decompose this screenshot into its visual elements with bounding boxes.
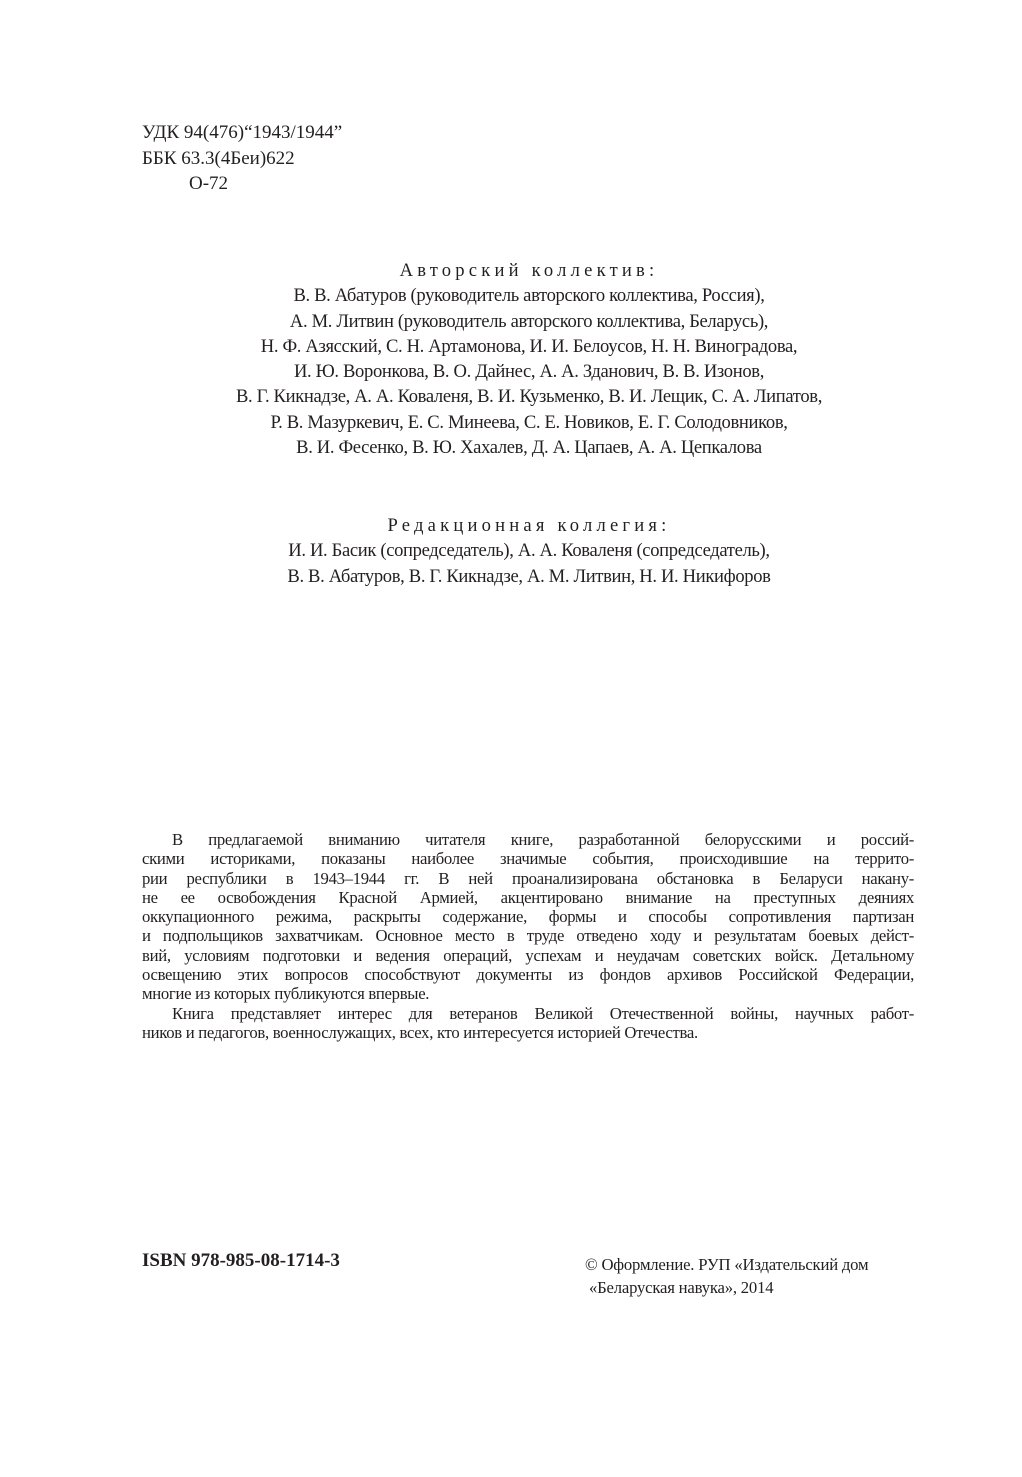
abstract-line: рии республики в 1943–1944 гг. В ней проанализирована обстановка в Беларуси накану-	[142, 868, 914, 888]
copyright-line: © Оформление. РУП «Издательский дом	[585, 1255, 869, 1274]
copyright	[585, 1253, 868, 1299]
editorial-line: И. И. Басик (сопредседатель), А. А. Коваленя (сопредседатель),	[288, 540, 770, 562]
authors-heading: Авторский коллектив:	[399, 260, 659, 281]
abstract-line: скими историками, показаны наиболее значимые события, происходившие на террито-	[142, 849, 914, 869]
abstract-line: оккупационного режима, раскрыты содержание, формы и способы сопротивления партизан	[142, 907, 914, 927]
copyright-line: «Беларуская навука», 2014	[589, 1278, 774, 1297]
abstract-line: В предлагаемой вниманию читателя книге, разработанной белорусскими и россий-	[172, 830, 914, 849]
abstract-line: Книга представляет интерес для ветеранов Великой Отечественной войны, научных работ-	[172, 1003, 914, 1023]
authors-line: Н. Ф. Азясский, С. Н. Артамонова, И. И. Белоусов, Н. Н. Виноградова,	[260, 335, 798, 357]
authors-line: В. И. Фесенко, В. Ю. Хахалев, Д. А. Цапаев, А. А. Цепкалова	[296, 437, 762, 459]
authors-line: В. Г. Кикнадзе, А. А. Коваленя, В. И. Кузьменко, В. И. Лещик, С. А. Липатов,	[236, 386, 822, 408]
isbn: ISBN 978-985-08-1714-3	[142, 1250, 340, 1271]
authors-line: Р. В. Мазуркевич, Е. С. Минеева, С. Е. Новиков, Е. Г. Солодовников,	[270, 411, 788, 433]
editorial-heading: Редакционная коллегия:	[387, 515, 671, 536]
editorial-block	[140, 513, 918, 589]
abstract-line: освещению этих вопросов способствуют документы из фондов архивов Российской Федерации,	[142, 965, 914, 985]
abstract-line: вий, условиям подготовки и ведения операций, успехам и неудачам советских войск. Детальному	[142, 945, 914, 965]
authors-line: В. В. Абатуров (руководитель авторского коллектива, Россия),	[293, 285, 765, 307]
author-sign: О-72	[189, 173, 229, 194]
abstract-line: и подпольщиков захватчикам. Основное место в труде отведено ходу и результатам боевых дейст-	[142, 926, 914, 946]
editorial-line: В. В. Абатуров, В. Г. Кикнадзе, А. М. Литвин, Н. И. Никифоров	[287, 565, 771, 587]
abstract-line: ников и педагогов, военнослужащих, всех, кто интересуется историей Отечества.	[142, 1022, 698, 1042]
authors-line: А. М. Литвин (руководитель авторского коллектива, Беларусь),	[289, 310, 769, 332]
classification-block	[142, 120, 342, 197]
abstract	[142, 830, 914, 1042]
authors-line: И. Ю. Воронкова, В. О. Дайнес, А. А. Зданович, В. В. Изонов,	[293, 361, 765, 383]
abstract-line: не ее освобождения Красной Армией, акцентировано внимание на преступных деяниях	[142, 887, 914, 907]
abstract-line: многие из которых публикуются впервые.	[142, 984, 430, 1004]
udk-code: УДК 94(476)“1943/1944”	[142, 122, 343, 143]
bbk-code: ББК 63.3(4Беи)622	[142, 147, 295, 169]
authors-block	[140, 258, 918, 460]
